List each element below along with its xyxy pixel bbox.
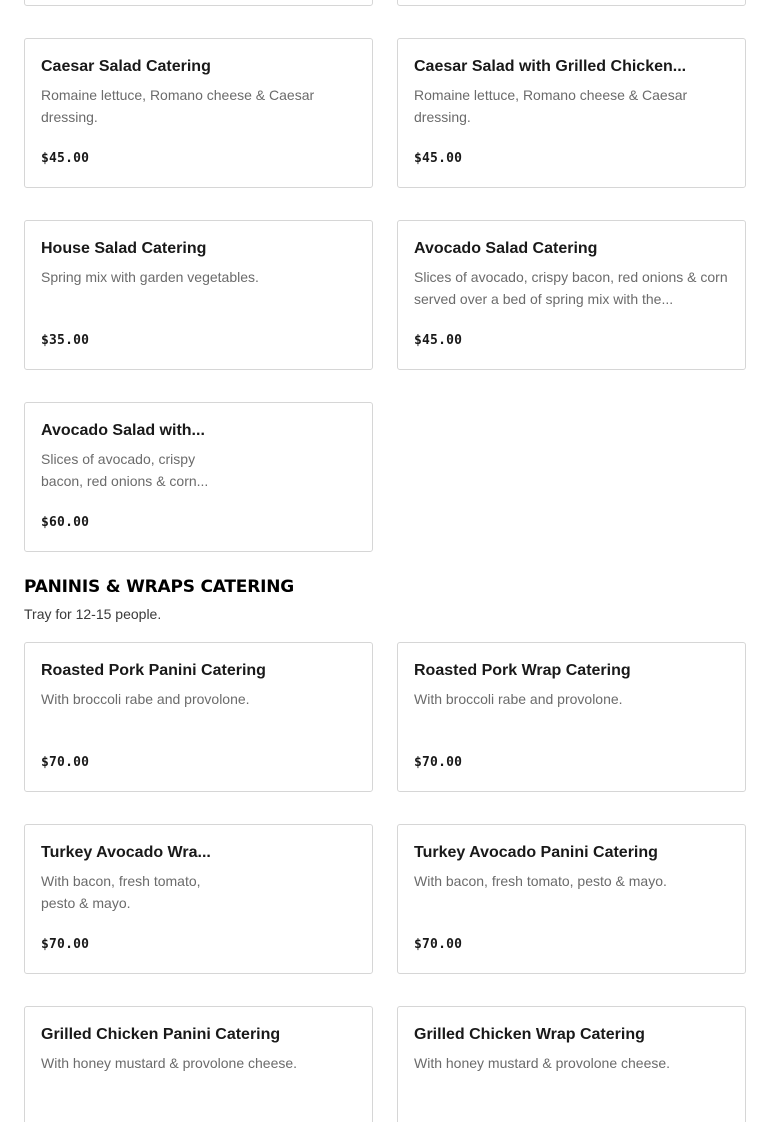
menu-item-description: With bacon, fresh tomato, pesto & mayo. xyxy=(41,873,201,911)
menu-item-card[interactable] xyxy=(24,1006,373,1122)
menu-item-title: Grilled Chicken Wrap Catering xyxy=(414,1026,645,1043)
menu-item-title: Avocado Salad Catering xyxy=(414,240,598,257)
menu-item-price: $45.00 xyxy=(41,151,90,166)
menu-item-card-partial[interactable] xyxy=(24,0,373,6)
menu-item-card[interactable] xyxy=(397,1006,746,1122)
menu-item-description: Slices of avocado, crispy bacon, red onions & corn... xyxy=(41,451,209,489)
menu-item-title: Grilled Chicken Panini Catering xyxy=(41,1026,281,1043)
menu-item-title: Roasted Pork Wrap Catering xyxy=(414,662,631,679)
menu-item-price: $45.00 xyxy=(414,333,463,348)
menu-item-card[interactable] xyxy=(397,642,746,792)
menu-item-price: $45.00 xyxy=(414,151,463,166)
menu-item-description: With bacon, fresh tomato, pesto & mayo. xyxy=(414,873,667,889)
menu-item-card[interactable] xyxy=(397,824,746,974)
menu-item-card[interactable] xyxy=(397,220,746,370)
menu-item-description: With honey mustard & provolone cheese. xyxy=(414,1055,671,1071)
menu-item-description: With broccoli rabe and provolone. xyxy=(414,691,623,707)
menu-item-description: Romaine lettuce, Romano cheese & Caesar dressing. xyxy=(41,87,315,125)
menu-item-title: Turkey Avocado Panini Catering xyxy=(414,844,658,861)
menu-item-price: $70.00 xyxy=(41,755,90,770)
menu-item-title: Roasted Pork Panini Catering xyxy=(41,662,266,679)
menu-item-title: House Salad Catering xyxy=(41,240,207,257)
menu-item-title: Caesar Salad with Grilled Chicken... xyxy=(414,58,687,75)
menu-item-card[interactable] xyxy=(24,824,373,974)
menu-item-price: $35.00 xyxy=(41,333,90,348)
menu-item-description: With honey mustard & provolone cheese. xyxy=(41,1055,298,1071)
section-subtitle: Tray for 12-15 people. xyxy=(24,606,162,622)
menu-item-price: $70.00 xyxy=(41,937,90,952)
menu-item-description: Slices of avocado, crispy bacon, red onions & corn served over a bed of spring mix with the... xyxy=(414,269,728,307)
menu-item-card[interactable] xyxy=(24,402,373,552)
menu-item-title: Caesar Salad Catering xyxy=(41,58,211,75)
section-title: PANINIS & WRAPS CATERING xyxy=(24,577,295,597)
menu-item-card-partial[interactable] xyxy=(397,0,746,6)
menu-item-price: $60.00 xyxy=(41,515,90,530)
menu-item-price: $70.00 xyxy=(414,937,463,952)
menu-item-price: $70.00 xyxy=(414,755,463,770)
menu-item-description: Spring mix with garden vegetables. xyxy=(41,269,259,285)
menu-item-title: Turkey Avocado Wra... xyxy=(41,844,211,861)
menu-item-card[interactable] xyxy=(24,220,373,370)
menu-item-card[interactable] xyxy=(397,38,746,188)
menu-item-card[interactable] xyxy=(24,642,373,792)
menu-item-description: Romaine lettuce, Romano cheese & Caesar dressing. xyxy=(414,87,688,125)
menu-item-description: With broccoli rabe and provolone. xyxy=(41,691,250,707)
menu-item-card[interactable] xyxy=(24,38,373,188)
menu-item-title: Avocado Salad with... xyxy=(41,422,205,439)
